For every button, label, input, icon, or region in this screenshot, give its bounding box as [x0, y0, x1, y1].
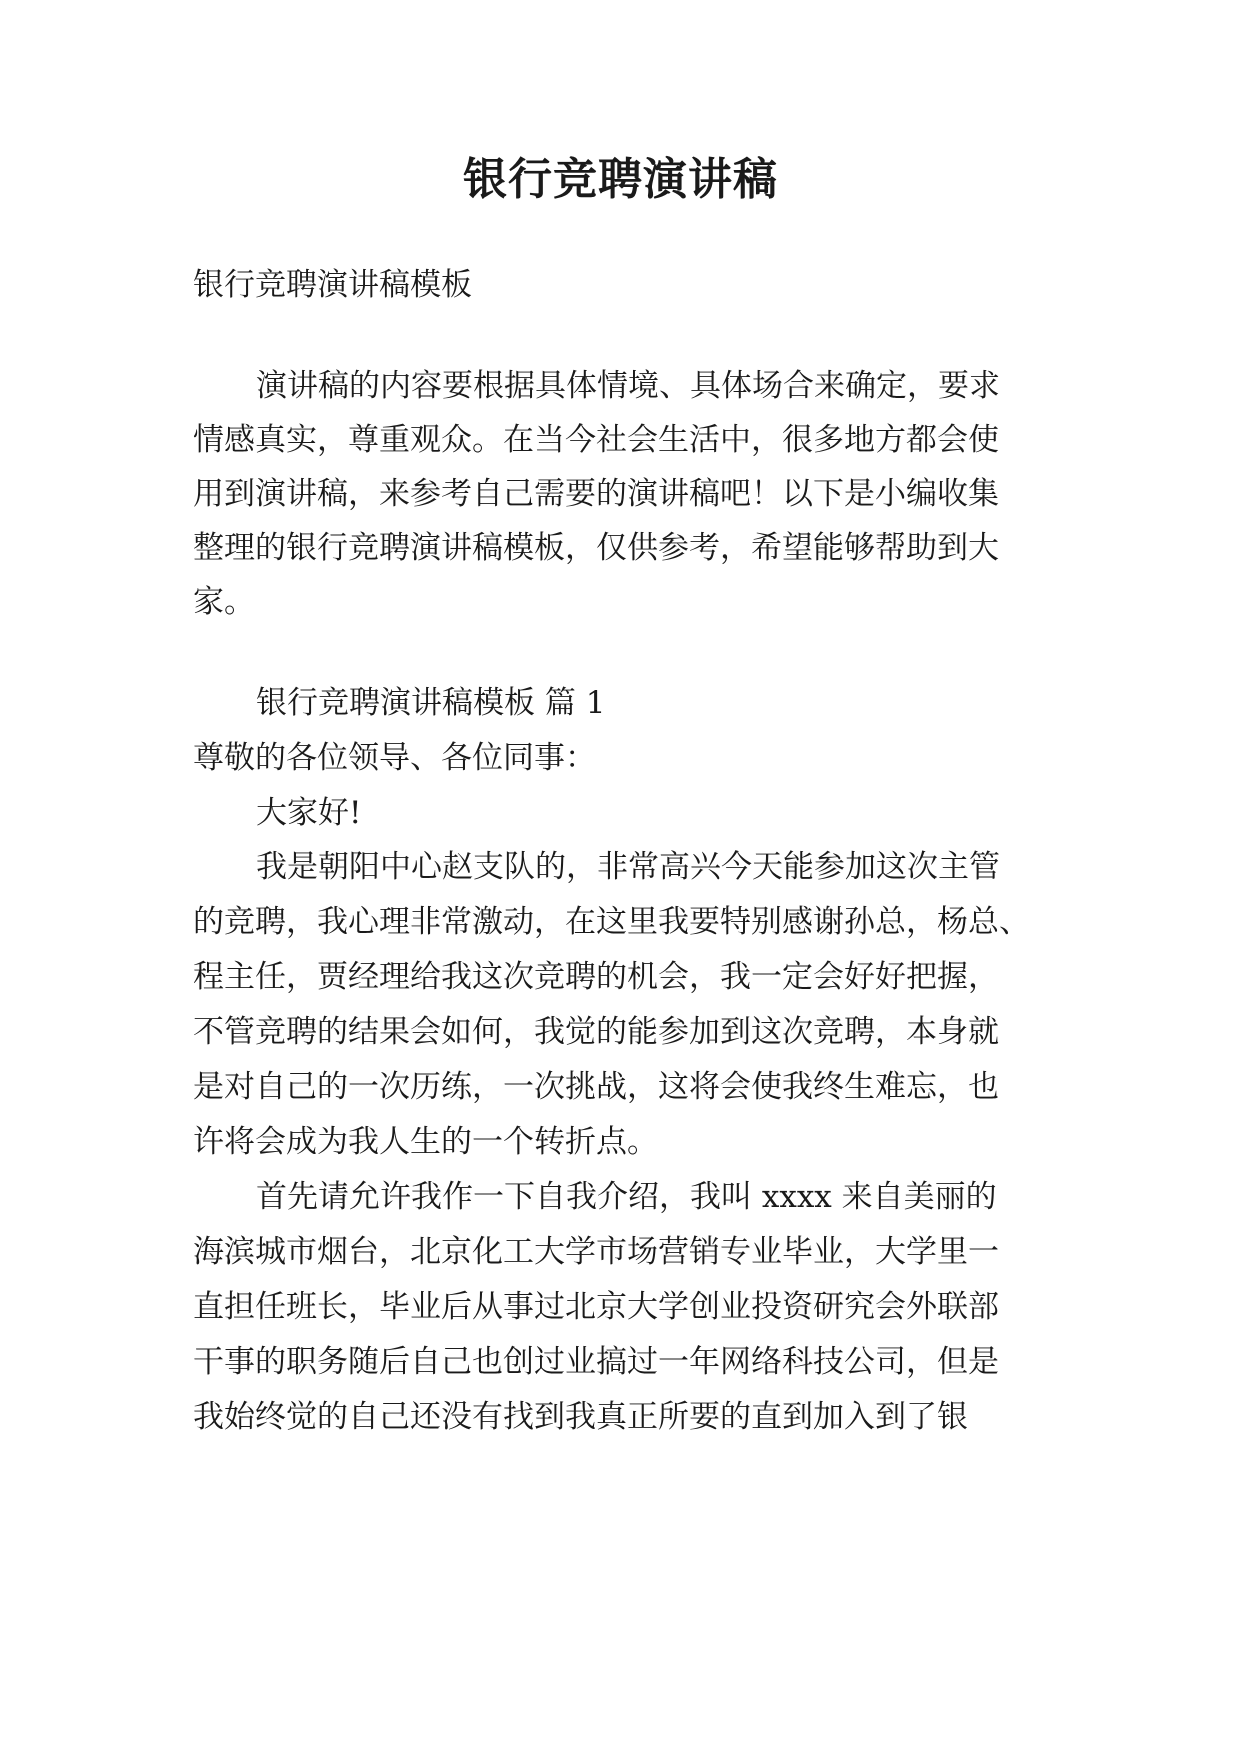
- intro-line: 演讲稿的内容要根据具体情境、具体场合来确定，要求: [256, 368, 1000, 404]
- paragraph-line: 海滨城市烟台，北京化工大学市场营销专业毕业，大学里一: [193, 1234, 999, 1270]
- salutation: 尊敬的各位领导、各位同事：: [193, 740, 596, 776]
- paragraph-line: 直担任班长，毕业后从事过北京大学创业投资研究会外联部: [193, 1289, 999, 1325]
- paragraph-line: 程主任，贾经理给我这次竞聘的机会，我一定会好好把握，: [193, 959, 999, 995]
- intro-line: 情感真实，尊重观众。在当今社会生活中，很多地方都会使: [193, 422, 999, 458]
- intro-line: 家。: [193, 584, 255, 620]
- document-subtitle: 银行竞聘演讲稿模板: [193, 267, 472, 303]
- intro-line: 用到演讲稿，来参考自己需要的演讲稿吧！以下是小编收集: [193, 476, 999, 512]
- intro-line: 整理的银行竞聘演讲稿模板，仅供参考，希望能够帮助到大: [193, 530, 999, 566]
- paragraph-line: 首先请允许我作一下自我介绍，我叫 xxxx 来自美丽的: [256, 1179, 997, 1215]
- paragraph-line: 干事的职务随后自己也创过业搞过一年网络科技公司，但是: [193, 1344, 999, 1380]
- paragraph-line: 的竞聘，我心理非常激动，在这里我要特别感谢孙总，杨总、: [193, 904, 1030, 940]
- greeting: 大家好!: [256, 795, 362, 831]
- paragraph-line: 不管竞聘的结果会如何，我觉的能参加到这次竞聘，本身就: [193, 1014, 999, 1050]
- section-heading: 银行竞聘演讲稿模板 篇 1: [256, 685, 606, 721]
- paragraph-line: 我始终觉的自己还没有找到我真正所要的直到加入到了银: [193, 1399, 968, 1435]
- paragraph-line: 我是朝阳中心赵支队的，非常高兴今天能参加这次主管: [256, 849, 1000, 885]
- paragraph-line: 是对自己的一次历练，一次挑战，这将会使我终生难忘，也: [193, 1069, 999, 1105]
- document-title: 银行竞聘演讲稿: [463, 154, 778, 205]
- paragraph-line: 许将会成为我人生的一个转折点。: [193, 1124, 658, 1160]
